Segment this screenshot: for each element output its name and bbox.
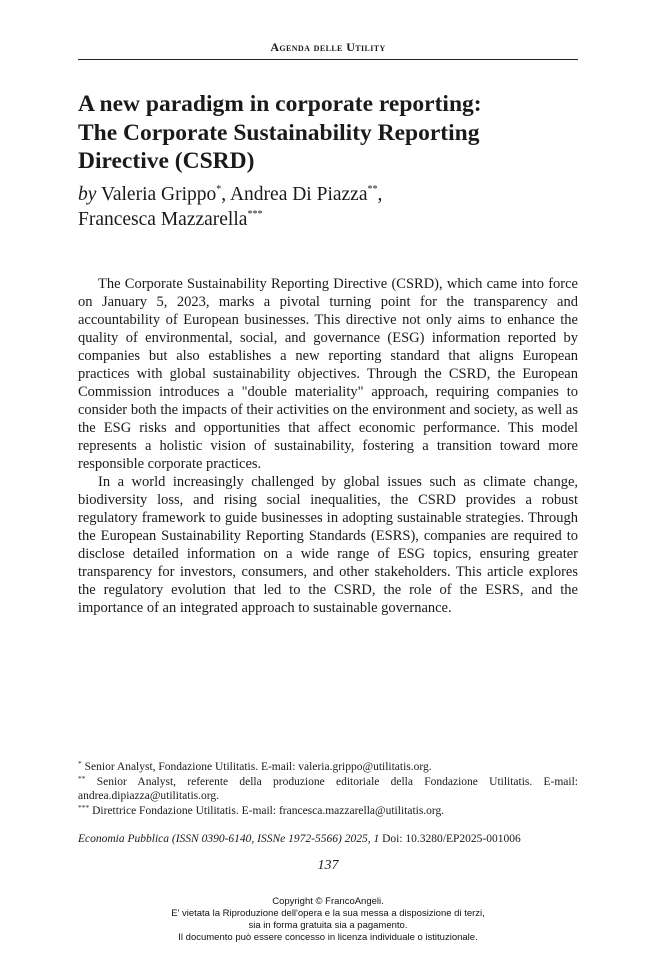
author-name: Francesca Mazzarella [78,208,248,230]
footnote-mark[interactable]: * [216,184,222,195]
byline-line [78,183,578,208]
footnote-mark[interactable]: *** [247,208,263,220]
abstract [78,275,578,617]
footnotes [78,760,578,818]
author-separator: , [377,184,383,205]
author-separator: , [221,184,230,205]
copyright-line: Copyright © FrancoAngeli. [272,896,384,907]
abstract-paragraph: In a world increasingly challenged by global issues such as climate change, biodiversity loss, and rising social inequalities, the CSRD provides a robust regulatory framework to guide businesses in adopting sustainable strategies. Through the European Sustainability Reporting Standards (ESRS), companies are required to disclose detailed information on a wide range of ESG topics, ensuring greater transparency for investors, consumers, and other stakeholders. This article explores the regulatory evolution that led to the CSRD, the role of the ESRS, and the importance of an integrated approach to sustainable governance. [78,474,578,616]
title-line: A new paradigm in corporate reporting: [78,91,482,117]
footnote [78,775,578,804]
copyright-notice [78,896,578,944]
byline-line [78,208,578,233]
footnote-mark: ** [78,773,86,783]
doi-link[interactable]: Doi: 10.3280/EP2025-001006 [379,833,521,845]
byline-by: by [78,184,97,205]
footnote [78,804,578,819]
footnote-text: Direttrice Fondazione Utilitatis. E-mail: francesca.mazzarella@utilitatis.org. [92,804,445,817]
author-name: Valeria Grippo [100,184,217,205]
title-line: The Corporate Sustainability Reporting [78,119,480,146]
footnote-mark: *** [78,802,90,812]
footnote [78,760,578,775]
footnote-mark[interactable]: ** [367,184,378,195]
journal-reference: Economia Pubblica (ISSN 0390-6140, ISSNe 1972-5566) 2025, 1 [78,833,380,845]
title-line: Directive (CSRD) [78,148,255,174]
copyright-line: sia in forma gratuita sia a pagamento. [248,920,408,931]
copyright-line: Il documento può essere concesso in licenza individuale o istituzionale. [178,932,478,943]
page-number: 137 [317,858,339,873]
running-head: Agenda delle Utility [270,40,386,54]
footnote-text: Senior Analyst, referente della produzione editoriale della Fondazione Utilitatis. E-mail: andrea.dipiazza@utilitatis.org. [78,775,578,802]
article-title [78,90,578,176]
author-name: Andrea Di Piazza [229,184,368,205]
author-byline [78,183,578,232]
header-rule [78,59,578,60]
abstract-paragraph: The Corporate Sustainability Reporting Directive (CSRD), which came into force on January 5, 2023, marks a pivotal turning point for the transparency and accountability of European businesses. This directive not only aims to enhance the quality of environmental, social, and governance (ESG) information reported by companies but also establishes a new reporting standard that aligns European practices with global sustainability objectives. Through the CSRD, the European Commission introduces a "double materiality" approach, requiring companies to consider both the impacts of their activities on the environment and society, as well as the ESG risks and opportunities that affect economic performance. This model represents a holistic vision of sustainability, fostering a transition toward more responsible corporate practices. [78,276,578,472]
footnote-text: Senior Analyst, Fondazione Utilitatis. E-mail: valeria.grippo@utilitatis.org. [84,761,432,773]
footnote-mark: * [78,759,82,768]
journal-citation [78,832,578,846]
copyright-line: E' vietata la Riproduzione dell'opera e la sua messa a disposizione di terzi, [171,908,485,919]
